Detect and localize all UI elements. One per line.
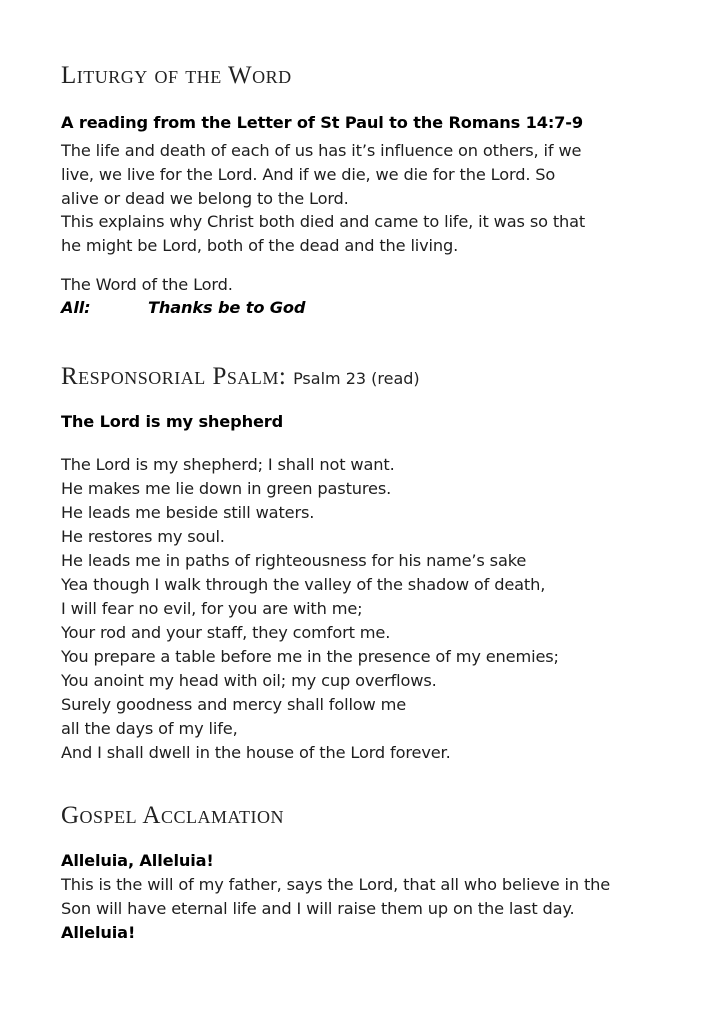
psalm-line: Yea though I walk through the valley of the shadow of death,	[61, 575, 546, 594]
reading-title: A reading from the Letter of St Paul to the Romans 14:7-9	[61, 113, 583, 132]
gospel-alleluia-open: Alleluia, Alleluia!	[61, 851, 214, 870]
gospel-line: Son will have eternal life and I will raise them up on the last day.	[61, 899, 575, 918]
psalm-line: The Lord is my shepherd; I shall not want.	[61, 455, 395, 474]
reading-line: The life and death of each of us has it’s influence on others, if we	[61, 141, 582, 160]
section-heading-gospel: Gospel Acclamation	[61, 802, 284, 829]
psalm-line: He leads me beside still waters.	[61, 503, 315, 522]
response-row	[61, 300, 701, 316]
reading-line: live, we live for the Lord. And if we die, we die for the Lord. So	[61, 165, 556, 184]
psalm-line: You anoint my head with oil; my cup overflows.	[61, 671, 437, 690]
section-heading-liturgy: Liturgy of the Word	[61, 62, 292, 89]
psalm-line: all the days of my life,	[61, 719, 238, 738]
psalm-line: He restores my soul.	[61, 527, 225, 546]
reading-closing: The Word of the Lord.	[61, 275, 233, 294]
reading-line: he might be Lord, both of the dead and the living.	[61, 236, 459, 255]
psalm-line: You prepare a table before me in the presence of my enemies;	[61, 647, 559, 666]
response-text: Thanks be to God	[148, 298, 306, 317]
reading-line: alive or dead we belong to the Lord.	[61, 189, 349, 208]
psalm-line: He leads me in paths of righteousness for his name’s sake	[61, 551, 527, 570]
gospel-line: This is the will of my father, says the Lord, that all who believe in the	[61, 875, 611, 894]
psalm-heading-subtitle: Psalm 23 (read)	[293, 369, 420, 388]
psalm-refrain: The Lord is my shepherd	[61, 412, 284, 431]
psalm-heading-title: Responsorial Psalm:	[61, 363, 287, 390]
section-heading-psalm	[61, 364, 420, 389]
psalm-line: I will fear no evil, for you are with me;	[61, 599, 363, 618]
reading-line: This explains why Christ both died and came to life, it was so that	[61, 212, 586, 231]
psalm-line: Surely goodness and mercy shall follow me	[61, 695, 407, 714]
response-label: All:	[61, 298, 91, 317]
psalm-line: And I shall dwell in the house of the Lord forever.	[61, 743, 451, 762]
gospel-alleluia-close: Alleluia!	[61, 923, 136, 942]
psalm-line: He makes me lie down in green pastures.	[61, 479, 392, 498]
psalm-line: Your rod and your staff, they comfort me.	[61, 623, 391, 642]
